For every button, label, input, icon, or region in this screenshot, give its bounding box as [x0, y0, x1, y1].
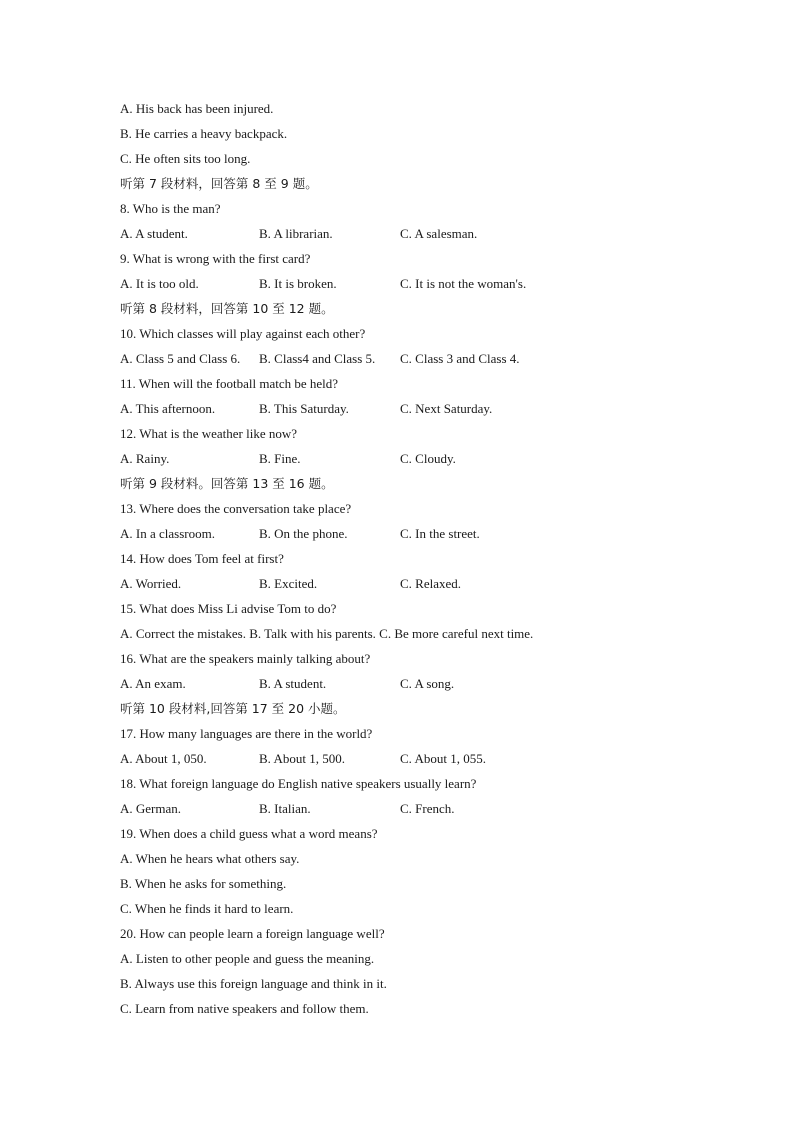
answer-options-row — [120, 524, 680, 549]
text-line: 11. When will the football match be held? — [120, 376, 339, 391]
text-line: 15. What does Miss Li advise Tom to do? — [120, 601, 337, 616]
option-a: A. German. — [120, 801, 182, 816]
option-a: A. About 1, 050. — [120, 751, 207, 766]
text-line: 16. What are the speakers mainly talking about? — [120, 651, 371, 666]
answer-options-row — [120, 799, 680, 824]
text-line: 19. When does a child guess what a word means? — [120, 826, 378, 841]
option-a: A. Rainy. — [120, 451, 170, 466]
option-c: C. Next Saturday. — [400, 401, 493, 416]
text-line: A. Listen to other people and guess the meaning. — [120, 951, 375, 966]
option-b: B. Excited. — [259, 576, 318, 591]
option-a: A. Worried. — [120, 576, 182, 591]
option-c: C. In the street. — [400, 526, 480, 541]
text-line: 12. What is the weather like now? — [120, 426, 298, 441]
text-line: 13. Where does the conversation take place? — [120, 501, 352, 516]
section-instruction: 听第 8 段材料，回答第 10 至 12 题。 — [120, 301, 334, 316]
answer-options-row — [120, 399, 680, 424]
option-a: A. This afternoon. — [120, 401, 216, 416]
text-line: C. Learn from native speakers and follow them. — [120, 1001, 369, 1016]
text-line: C. When he finds it hard to learn. — [120, 901, 294, 916]
text-line: C. He often sits too long. — [120, 151, 251, 166]
text-line: B. When he asks for something. — [120, 876, 287, 891]
text-line: 17. How many languages are there in the world? — [120, 726, 373, 741]
text-line: A. Correct the mistakes. B. Talk with his parents. C. Be more careful next time. — [120, 626, 534, 641]
option-b: B. A librarian. — [259, 226, 333, 241]
option-b: B. On the phone. — [259, 526, 348, 541]
option-c: C. Cloudy. — [400, 451, 456, 466]
text-line: B. Always use this foreign language and think in it. — [120, 976, 387, 991]
option-a: A. It is too old. — [120, 276, 199, 291]
answer-options-row — [120, 224, 680, 249]
option-c: C. About 1, 055. — [400, 751, 486, 766]
option-b: B. Fine. — [259, 451, 301, 466]
section-instruction: 听第 10 段材料,回答第 17 至 20 小题。 — [120, 701, 346, 716]
answer-options-row — [120, 449, 680, 474]
answer-options-row — [120, 674, 680, 699]
text-line: 10. Which classes will play against each other? — [120, 326, 366, 341]
option-b: B. Class4 and Class 5. — [259, 351, 376, 366]
option-a: A. In a classroom. — [120, 526, 215, 541]
text-line: 20. How can people learn a foreign language well? — [120, 926, 385, 941]
option-b: B. A student. — [259, 676, 327, 691]
text-line: 8. Who is the man? — [120, 201, 221, 216]
option-b: B. This Saturday. — [259, 401, 349, 416]
option-c: C. Relaxed. — [400, 576, 462, 591]
text-line: 9. What is wrong with the first card? — [120, 251, 311, 266]
option-c: C. A song. — [400, 676, 455, 691]
option-b: B. It is broken. — [259, 276, 337, 291]
option-a: A. Class 5 and Class 6. — [120, 351, 241, 366]
text-line: B. He carries a heavy backpack. — [120, 126, 288, 141]
exam-page — [120, 99, 680, 1024]
option-c: C. Class 3 and Class 4. — [400, 351, 520, 366]
option-b: B. About 1, 500. — [259, 751, 345, 766]
text-line: A. When he hears what others say. — [120, 851, 300, 866]
section-instruction: 听第 9 段材料。回答第 13 至 16 题。 — [120, 476, 334, 491]
option-b: B. Italian. — [259, 801, 311, 816]
answer-options-row — [120, 274, 680, 299]
option-a: A. A student. — [120, 226, 188, 241]
answer-options-row — [120, 349, 680, 374]
text-line: 18. What foreign language do English native speakers usually learn? — [120, 776, 477, 791]
section-instruction: 听第 7 段材料，回答第 8 至 9 题。 — [120, 176, 318, 191]
option-a: A. An exam. — [120, 676, 186, 691]
answer-options-row — [120, 749, 680, 774]
option-c: C. It is not the woman's. — [400, 276, 527, 291]
answer-options-row — [120, 574, 680, 599]
text-line: 14. How does Tom feel at first? — [120, 551, 284, 566]
text-line: A. His back has been injured. — [120, 101, 274, 116]
option-c: C. A salesman. — [400, 226, 478, 241]
option-c: C. French. — [400, 801, 455, 816]
